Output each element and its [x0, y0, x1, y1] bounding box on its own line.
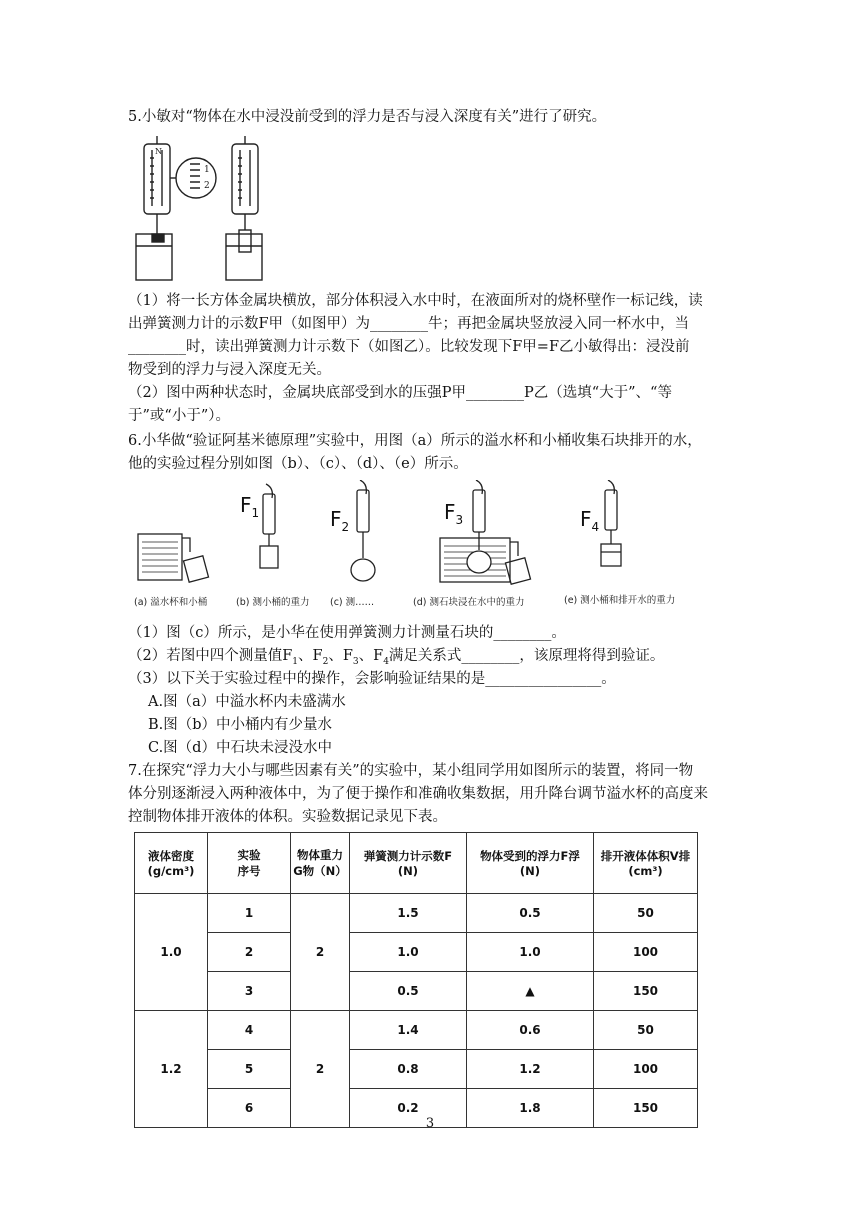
cell-no: 1 [208, 894, 291, 933]
cell-f: 0.8 [350, 1050, 467, 1089]
header-weight: 物体重力 G物（N） [291, 833, 350, 894]
caption-c: (c) 测…… [330, 597, 375, 608]
cell-fb: 1.8 [467, 1089, 594, 1128]
cell-v: 100 [594, 933, 698, 972]
scale-e [601, 480, 621, 566]
label-f2: $F_2$ [330, 507, 350, 534]
cell-fb: 0.6 [467, 1011, 594, 1050]
q5-part2-line2: 于”或“小于”）。 [128, 408, 230, 424]
q7-data-table [134, 832, 698, 1128]
scale-mark-1: 1 [204, 165, 210, 175]
q6-option-c: C.图（d）中石块未浸没水中 [148, 740, 332, 756]
cell-f: 0.2 [350, 1089, 467, 1128]
scale-d [440, 480, 531, 584]
cell-no: 4 [208, 1011, 291, 1050]
cell-weight: 2 [291, 894, 350, 1011]
q5-part1-line3: ________时，读出弹簧测力计示数下（如图乙）。比较发现下F甲=F乙小敏得出：浸没前 [128, 339, 690, 355]
header-scale-reading: 弹簧测力计示数F (N) [350, 833, 467, 894]
header-density: 液体密度 (g/cm³) [135, 833, 208, 894]
caption-d: (d) 测石块浸在水中的重力 [413, 597, 525, 608]
spring-scale-yi [226, 136, 262, 280]
table-row [135, 972, 698, 1011]
page-number: 3 [425, 1116, 435, 1131]
q5-part1-line1: （1）将一长方体金属块横放，部分体积浸入水中时，在液面所对的烧杯壁作一标记线，读 [128, 293, 703, 309]
q5-title: 5.小敏对“物体在水中浸没前受到的浮力是否与浸入深度有关”进行了研究。 [128, 109, 607, 125]
q6-line2: 他的实验过程分别如图（b）、（c）、（d）、（e）所示。 [128, 456, 468, 472]
cell-v: 150 [594, 972, 698, 1011]
cell-fb: 0.5 [467, 894, 594, 933]
label-f1: $F_1$ [240, 493, 260, 520]
cell-fb: 1.2 [467, 1050, 594, 1089]
scale-mark-n: N [155, 147, 162, 156]
q6-sub3: （3）以下关于实验过程中的操作，会影响验证结果的是________________。 [128, 671, 616, 687]
q6-sub1: （1）图（c）所示，是小华在使用弹簧测力计测量石块的________。 [128, 625, 566, 641]
overflow-cup-a [138, 534, 209, 582]
cell-f: 1.4 [350, 1011, 467, 1050]
cell-v: 150 [594, 1089, 698, 1128]
cell-no: 2 [208, 933, 291, 972]
cell-no: 5 [208, 1050, 291, 1089]
scale-b [260, 484, 278, 568]
q6-sub2: （2）若图中四个测量值$F_1$、$F_2$、$F_3$、$F_4$满足关系式________，该原理将得到验证。 [128, 648, 665, 667]
cell-f: 1.5 [350, 894, 467, 933]
cell-f: 1.0 [350, 933, 467, 972]
q7-line1: 7.在探究“浮力大小与哪些因素有关”的实验中，某小组同学用如图所示的装置，将同一物 [128, 763, 694, 779]
cell-v: 100 [594, 1050, 698, 1089]
q5-part1-line2: 出弹簧测力计的示数F甲（如图甲）为________牛；再把金属块竖放浸入同一杯水中，当 [128, 316, 690, 332]
q5-part1-line4: 物受到的浮力与浸入深度无关。 [128, 362, 331, 378]
table-row [135, 894, 698, 933]
q6-option-a: A.图（a）中溢水杯内未盛满水 [148, 694, 346, 710]
table-header-row [135, 833, 698, 894]
q5-part2-line1: （2）图中两种状态时，金属块底部受到水的压强P甲________P乙（选填“大于”、“等 [128, 385, 672, 401]
header-volume: 排开液体体积V排 (cm³) [594, 833, 698, 894]
cell-no: 3 [208, 972, 291, 1011]
q6-figure-apparatus [134, 480, 698, 590]
cell-fb: 1.0 [467, 933, 594, 972]
table-row [135, 1050, 698, 1089]
scale-mark-2: 2 [204, 181, 210, 191]
q5-figure-spring-scales [134, 134, 284, 284]
cell-v: 50 [594, 1011, 698, 1050]
cell-weight: 2 [291, 1011, 350, 1128]
caption-b: (b) 测小桶的重力 [236, 597, 310, 608]
caption-a: (a) 溢水杯和小桶 [134, 597, 208, 608]
table-row [135, 1011, 698, 1050]
cell-density: 1.2 [135, 1011, 208, 1128]
q6-option-b: B.图（b）中小桶内有少量水 [148, 717, 333, 733]
table-row [135, 933, 698, 972]
label-f3: $F_3$ [444, 500, 464, 527]
cell-density: 1.0 [135, 894, 208, 1011]
header-trial-no: 实验 序号 [208, 833, 291, 894]
q7-line3: 控制物体排开液体的体积。实验数据记录见下表。 [128, 809, 447, 825]
cell-f: 0.5 [350, 972, 467, 1011]
header-buoyant-force: 物体受到的浮力F浮 (N) [467, 833, 594, 894]
q6-line1: 6.小华做“验证阿基米德原理”实验中，用图（a）所示的溢水杯和小桶收集石块排开的水， [128, 433, 702, 449]
q7-line2: 体分别逐渐浸入两种液体中，为了便于操作和准确收集数据，用升降台调节溢水杯的高度来 [128, 786, 708, 802]
cell-v: 50 [594, 894, 698, 933]
cell-no: 6 [208, 1089, 291, 1128]
spring-scale-jia [136, 136, 216, 280]
caption-e: (e) 测小桶和排开水的重力 [564, 595, 676, 606]
label-f4: $F_4$ [580, 507, 600, 534]
scale-c [351, 480, 375, 581]
cell-fb: ▲ [467, 972, 594, 1011]
